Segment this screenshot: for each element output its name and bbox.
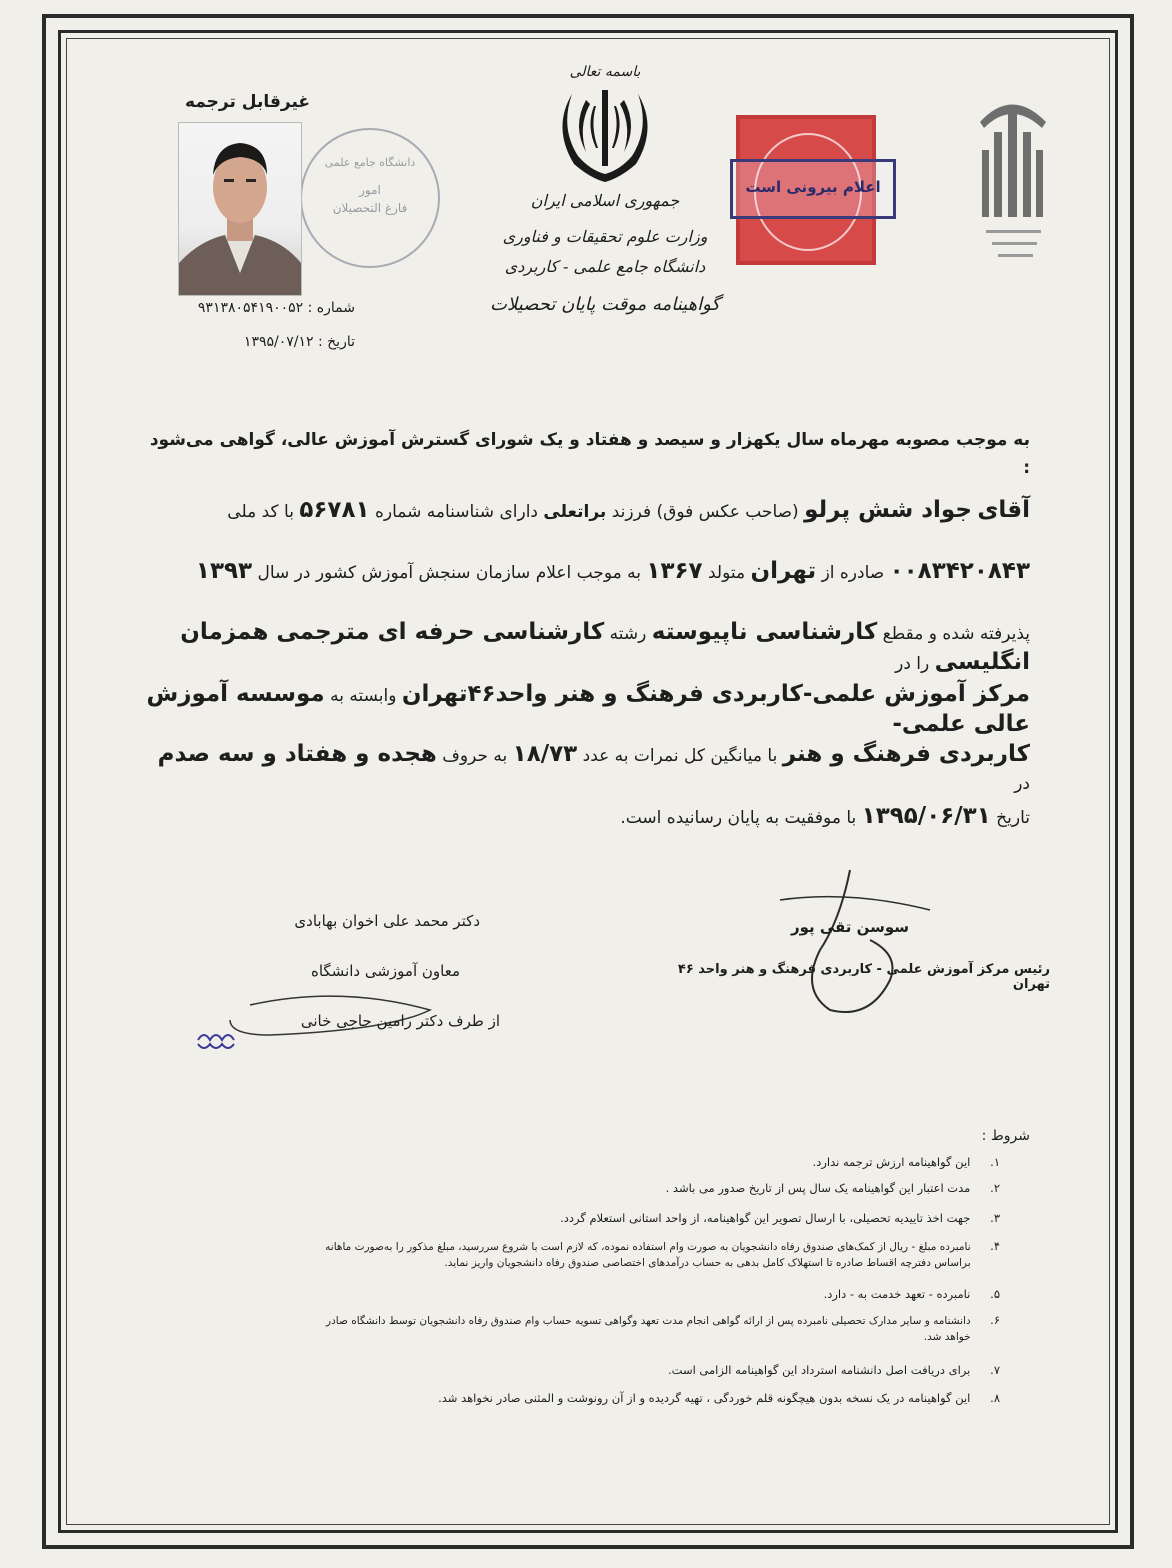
conditions-list [110, 1154, 1000, 1416]
number-value: ۹۳۱۳۸۰۵۴۱۹۰۰۵۲ [197, 300, 304, 316]
institute-name: موسسه آموزش عالی علمی- [146, 681, 1030, 737]
revenue-stamp [736, 115, 881, 265]
condition-text: این گواهینامه ارزش ترجمه ندارد. [812, 1155, 971, 1169]
student-photo [178, 122, 302, 296]
condition-text: دانشنامه و سایر مدارک تحصیلی نامبرده پس از ارائه گواهی انجام مدت تعهد وگواهی تسویه حساب وام صندوق رفاه دانشجویان توسط دانشگاه صادر [326, 1315, 971, 1327]
graduation-date: ۱۳۹۵/۰۶/۳۱ [861, 803, 991, 829]
iran-emblem-icon [490, 86, 720, 186]
condition-item [110, 1238, 1000, 1286]
body-text: را در [895, 654, 930, 674]
body-line-2 [140, 557, 1030, 587]
condition-number: ۵. [990, 1287, 1000, 1301]
bismillah: باسمه تعالی [569, 64, 641, 80]
condition-number: ۳. [990, 1211, 1000, 1225]
condition-text: نامبرده - تعهد خدمت به - دارد. [823, 1287, 971, 1301]
body-text: دارای شناسنامه شماره [374, 502, 538, 522]
body-text: با کد ملی [227, 502, 294, 522]
study-center: مرکز آموزش علمی-کاربردی فرهنگ و هنر واحد۴۶تهران [401, 681, 1030, 707]
body-line-1 [140, 496, 1030, 526]
round-stamp [300, 128, 440, 268]
condition-text: برای دریافت اصل دانشنامه استرداد این گواهینامه الزامی است. [668, 1363, 971, 1377]
condition-item [110, 1312, 1000, 1362]
date-value: ۱۳۹۵/۰۷/۱۲ [243, 334, 314, 350]
condition-item [110, 1286, 1000, 1312]
date-label: تاریخ : [317, 334, 355, 350]
university-name: دانشگاه جامع علمی - کاربردی [504, 257, 706, 276]
certificate-number-row [160, 300, 355, 316]
national-code: ۰۰۸۳۴۲۰۸۴۳ [889, 558, 1030, 584]
gpa-words: هجده و هفتاد و سه صدم [157, 741, 437, 767]
issue-city: تهران [750, 558, 817, 584]
body-text: با میانگین کل نمرات به عدد [582, 746, 778, 766]
body-text: صادره از [821, 563, 885, 583]
student-name: جواد شش پرلو [804, 497, 972, 523]
condition-number: ۴. [990, 1239, 1000, 1253]
intro-line: به موجب مصوبه مهرماه سال یکهزار و سیصد و هفتاد و یک شورای گسترش آموزش عالی، گواهی می‌شود : [149, 430, 1030, 478]
body-text: به حروف [442, 746, 508, 766]
body-text: با موفقیت به پایان رسانیده است. [620, 808, 857, 828]
body-text: تاریخ [996, 808, 1030, 828]
body-text: در [1014, 774, 1030, 794]
condition-text: خواهد شد. [923, 1331, 971, 1343]
body-line-4 [140, 680, 1030, 740]
condition-text: جهت اخذ تاییدیه تحصیلی، با ارسال تصویر این گواهینامه، از واحد استانی استعلام گردد. [560, 1211, 971, 1225]
field-of-study: کارشناسی حرفه ای مترجمی همزمان انگلیسی [180, 619, 1030, 675]
untranslatable-label: غیرقابل ترجمه [184, 92, 311, 112]
header-block [490, 60, 720, 320]
condition-text: نامبرده مبلغ - ریال از کمک‌های صندوق رفاه دانشجویان به صورت وام استفاده نموده، که لازم است با شروع سررسید، مبلغ مذکور را به‌صورت ماهانه [325, 1241, 971, 1253]
condition-text: براساس دفترچه اقساط صادره تا استهلاک کامل بدهی به حساب درآمدهای اختصاصی صندوق رفاه دانشجویان واریز نماید. [444, 1257, 971, 1269]
condition-item [110, 1390, 1000, 1416]
condition-number: ۷. [990, 1363, 1000, 1377]
round-stamp-text-2: امور [359, 183, 381, 197]
body-text: به موجب اعلام سازمان سنجش آموزش کشور در سال [257, 563, 641, 583]
body-text: پذیرفته شده و مقطع [882, 624, 1030, 644]
round-stamp-text-3: فارغ التحصیلان [332, 201, 408, 215]
condition-text: مدت اعتبار این گواهینامه یک سال پس از تاریخ صدور می باشد . [665, 1181, 971, 1195]
body-text: (صاحب عکس فوق) فرزند [611, 502, 799, 522]
body-line-3 [140, 618, 1030, 678]
body-text: رشته [609, 624, 647, 644]
condition-text: این گواهینامه در یک نسخه بدون هیچگونه قلم خوردگی ، تهیه گردیده و از آن رونوشت و المثنی صادر نخواهد شد. [438, 1391, 971, 1405]
condition-item [110, 1180, 1000, 1210]
condition-number: ۲. [990, 1181, 1000, 1195]
document-title: گواهینامه موقت پایان تحصیلات [490, 294, 720, 315]
condition-number: ۶. [990, 1313, 1000, 1327]
admission-year: ۱۳۹۳ [195, 558, 253, 584]
condition-item [110, 1154, 1000, 1180]
left-signer-title: معاون آموزشی دانشگاه [310, 962, 460, 980]
gpa-number: ۱۸/۷۳ [512, 741, 578, 767]
body-line-5 [140, 740, 1030, 798]
father-name: براتعلی [543, 502, 607, 522]
condition-item [110, 1362, 1000, 1390]
left-signer-behalf: از طرف دکتر رامین حاجی خانی [300, 1012, 500, 1030]
condition-number: ۸. [990, 1391, 1000, 1405]
country-name: جمهوری اسلامی ایران [530, 191, 680, 210]
body-line-6 [140, 802, 1030, 832]
right-signer-name: سوسن تقی پور [790, 918, 910, 936]
ministry-name: وزارت علوم تحقیقات و فناوری [502, 227, 708, 246]
body-text: وابسته به [330, 686, 397, 706]
round-stamp-text-1: دانشگاه جامع علمی [324, 156, 416, 169]
university-logo [972, 92, 1054, 267]
institute-name-cont: کاربردی فرهنگ و هنر [782, 741, 1030, 767]
stamp-overlay-text: اعلام بیرونی است [730, 159, 896, 219]
conditions-title: شروط : [981, 1128, 1030, 1144]
title-mr: آقای [977, 497, 1030, 523]
number-label: شماره : [307, 300, 355, 316]
left-signer-name: دکتر محمد علی اخوان بهابادی [294, 912, 480, 930]
condition-number: ۱. [990, 1155, 1000, 1169]
degree-level: کارشناسی ناپیوسته [651, 619, 878, 645]
birth-year: ۱۳۶۷ [646, 558, 703, 584]
body-text: متولد [707, 563, 746, 583]
right-signature-icon [700, 860, 940, 1030]
condition-item [110, 1210, 1000, 1238]
certificate-date-row [160, 334, 355, 350]
right-signer-title: رئیس مرکز آموزش علمی - کاربردی فرهنگ و هنر واحد ۴۶ تهران [677, 962, 1050, 992]
id-number: ۵۶۷۸۱ [299, 497, 370, 523]
